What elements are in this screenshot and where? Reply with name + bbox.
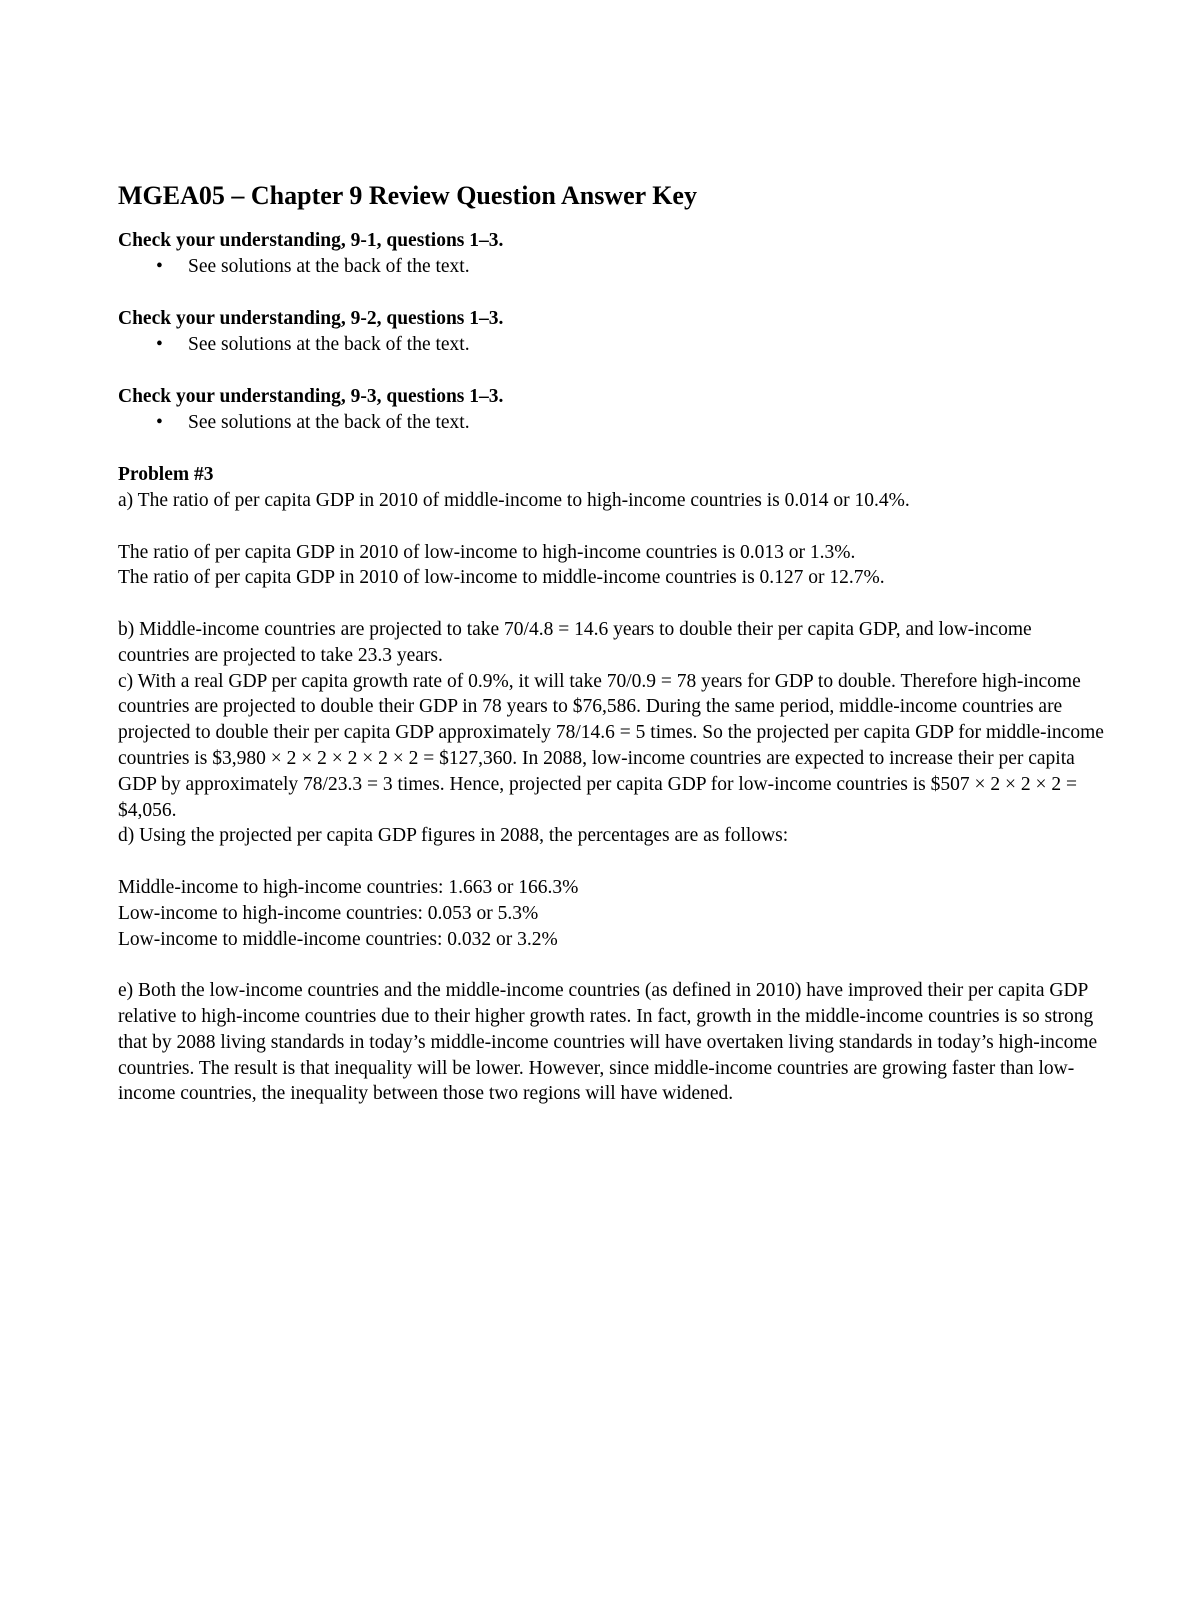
document-title: MGEA05 – Chapter 9 Review Question Answer Key xyxy=(118,181,697,210)
bullet-icon: • xyxy=(156,256,163,277)
spacer xyxy=(118,591,1108,617)
result-low-high: Low-income to high-income countries: 0.053 or 5.3% xyxy=(118,902,539,924)
bullet-list xyxy=(118,254,1108,280)
check-heading: Check your understanding, 9-2, questions 1–3. xyxy=(118,308,504,329)
problem-section xyxy=(118,462,1108,1107)
result-low-middle: Low-income to middle-income countries: 0.032 or 3.2% xyxy=(118,928,558,950)
problem-part-b: b) Middle-income countries are projected to take 70/4.8 = 14.6 years to double their per capita GDP, and low-income countries are projected to take 23.3 years. xyxy=(118,618,1032,666)
bullet-list xyxy=(118,410,1108,436)
problem-part-e: e) Both the low-income countries and the middle-income countries (as defined in 2010) have improved their per capita GDP relative to high-income countries due to their higher growth rates. In fact, growth in the middle-income countries is so strong that by 2088 living standards in today’s middle-income countries will have overtaken living standards in today’s high-income countries. The result is that inequality will be lower. However, since middle-income countries are growing faster than low-income countries, the inequality between those two regions will have widened. xyxy=(118,980,1098,1105)
list-item xyxy=(118,332,1108,358)
document-page xyxy=(118,178,1108,1107)
spacer xyxy=(118,514,1108,540)
check-section-1 xyxy=(118,228,1108,280)
spacer xyxy=(118,849,1108,875)
bullet-text: See solutions at the back of the text. xyxy=(188,412,470,433)
ratio-low-middle: The ratio of per capita GDP in 2010 of low-income to middle-income countries is 0.127 or 12.7%. xyxy=(118,567,885,589)
problem-part-c: c) With a real GDP per capita growth rate of 0.9%, it will take 70/0.9 = 78 years for GDP to double. Therefore high-income countries are projected to double their GDP in 78 years to $76,586. During the same period, middle-income countries are projected to double their per capita GDP approximately 78/14.6 = 5 times. So the projected per capita GDP for middle-income countries is $3,980 × 2 × 2 × 2 × 2 × 2 = $127,360. In 2088, low-income countries are expected to increase their per capita GDP by approximately 78/23.3 = 3 times. Hence, projected per capita GDP for low-income countries is $507 × 2 × 2 × 2 = $4,056. xyxy=(118,670,1104,821)
bullet-text: See solutions at the back of the text. xyxy=(188,256,470,277)
ratio-low-high: The ratio of per capita GDP in 2010 of low-income to high-income countries is 0.013 or 1.3%. xyxy=(118,541,856,563)
problem-heading: Problem #3 xyxy=(118,464,214,485)
list-item xyxy=(118,410,1108,436)
spacer xyxy=(118,952,1108,978)
problem-part-d: d) Using the projected per capita GDP figures in 2088, the percentages are as follows: xyxy=(118,825,789,847)
problem-part-a: a) The ratio of per capita GDP in 2010 of middle-income to high-income countries is 0.014 or 10.4%. xyxy=(118,490,910,511)
check-heading: Check your understanding, 9-1, questions 1–3. xyxy=(118,230,504,251)
bullet-icon: • xyxy=(156,412,163,433)
bullet-text: See solutions at the back of the text. xyxy=(188,334,470,355)
check-heading: Check your understanding, 9-3, questions 1–3. xyxy=(118,386,504,407)
bullet-list xyxy=(118,332,1108,358)
bullet-icon: • xyxy=(156,334,163,355)
check-section-3 xyxy=(118,384,1108,436)
list-item xyxy=(118,254,1108,280)
check-section-2 xyxy=(118,306,1108,358)
result-middle-high: Middle-income to high-income countries: 1.663 or 166.3% xyxy=(118,876,579,898)
